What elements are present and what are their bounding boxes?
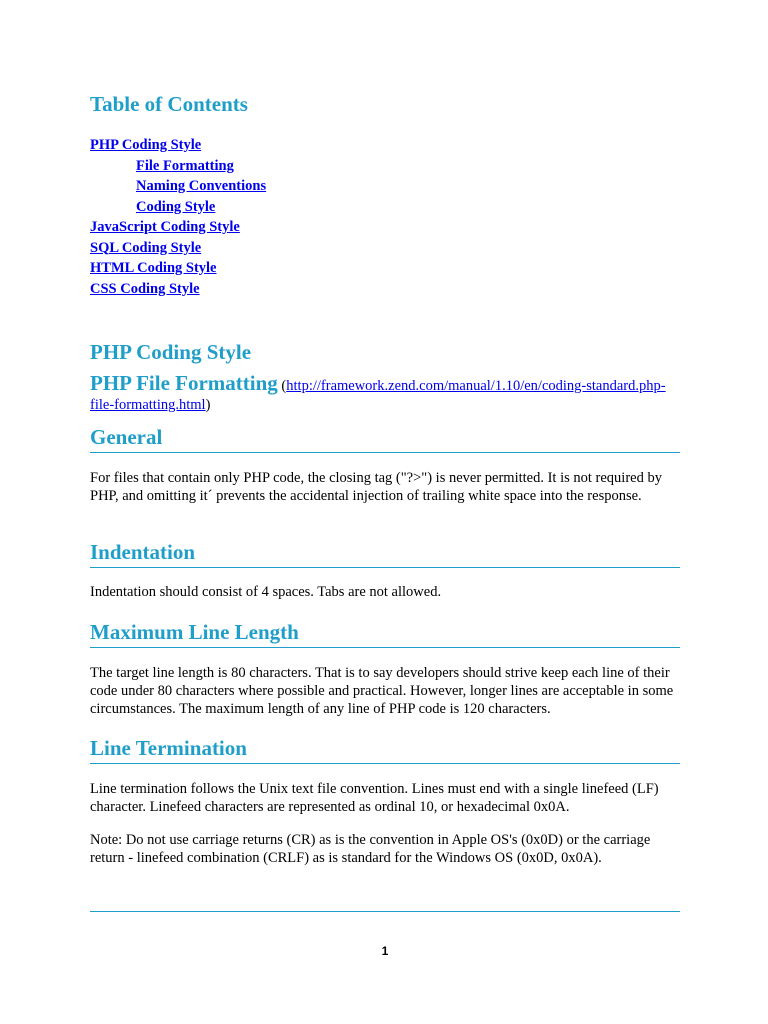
toc-link-css-coding-style[interactable]: CSS Coding Style bbox=[90, 280, 200, 297]
source-close-paren: ) bbox=[205, 397, 211, 413]
toc-link-php-coding-style[interactable]: PHP Coding Style bbox=[90, 137, 202, 153]
toc-list bbox=[90, 135, 266, 299]
toc-item-php-coding-style bbox=[90, 135, 266, 156]
line-termination-heading: Line Termination bbox=[90, 736, 680, 764]
general-paragraph: For files that contain only PHP code, the closing tag ("?>") is never permitted. It is not required by PHP, and omitting it´ prevents the accidental injection of trailing white space into the response. bbox=[90, 470, 662, 504]
source-link[interactable]: http://framework.zend.com/manual/1.10/en/coding-standard.php-file-formatting.html bbox=[90, 378, 666, 413]
toc-item-coding-style bbox=[90, 197, 266, 218]
footer-divider bbox=[90, 911, 680, 912]
php-file-formatting-title: PHP File Formatting bbox=[90, 371, 278, 395]
indentation-heading: Indentation bbox=[90, 540, 680, 568]
general-heading: General bbox=[90, 425, 680, 453]
indentation-paragraph: Indentation should consist of 4 spaces. Tabs are not allowed. bbox=[90, 584, 442, 600]
max-line-length-heading: Maximum Line Length bbox=[90, 620, 680, 648]
toc-item-javascript-coding-style bbox=[90, 217, 266, 238]
toc-item-sql-coding-style bbox=[90, 238, 266, 259]
toc-item-css-coding-style bbox=[90, 279, 266, 300]
toc-link-coding-style[interactable]: Coding Style bbox=[136, 198, 216, 215]
line-termination-paragraph: Line termination follows the Unix text file convention. Lines must end with a single linefeed (LF) character. Linefeed characters are represented as ordinal 10, or hexadecimal 0x0A. bbox=[90, 781, 659, 815]
toc-item-html-coding-style bbox=[90, 258, 266, 279]
toc-title: Table of Contents bbox=[90, 92, 248, 116]
line-termination-note: Note: Do not use carriage returns (CR) as is the convention in Apple OS's (0x0D) or the carriage return - linefeed combination (CRLF) as is standard for the Windows OS (0x0D, 0x0A). bbox=[90, 832, 651, 866]
php-coding-style-heading: PHP Coding Style bbox=[90, 340, 252, 364]
toc-link-javascript-coding-style[interactable]: JavaScript Coding Style bbox=[90, 219, 240, 235]
toc-link-html-coding-style[interactable]: HTML Coding Style bbox=[90, 260, 217, 276]
toc-item-file-formatting bbox=[90, 156, 266, 177]
toc-item-naming-conventions bbox=[90, 176, 266, 197]
php-file-formatting-heading bbox=[90, 371, 680, 415]
page-number: 1 bbox=[381, 944, 389, 958]
toc-link-naming-conventions[interactable]: Naming Conventions bbox=[136, 178, 267, 194]
toc-link-sql-coding-style[interactable]: SQL Coding Style bbox=[90, 239, 202, 256]
max-line-length-paragraph: The target line length is 80 characters. That is to say developers should strive keep each line of their code under 80 characters where possible and practical. However, longer lines are acceptable in some circumstances. The maximum length of any line of PHP code is 120 characters. bbox=[90, 665, 674, 717]
toc-link-file-formatting[interactable]: File Formatting bbox=[136, 157, 234, 174]
source-open-paren: ( bbox=[281, 378, 287, 394]
